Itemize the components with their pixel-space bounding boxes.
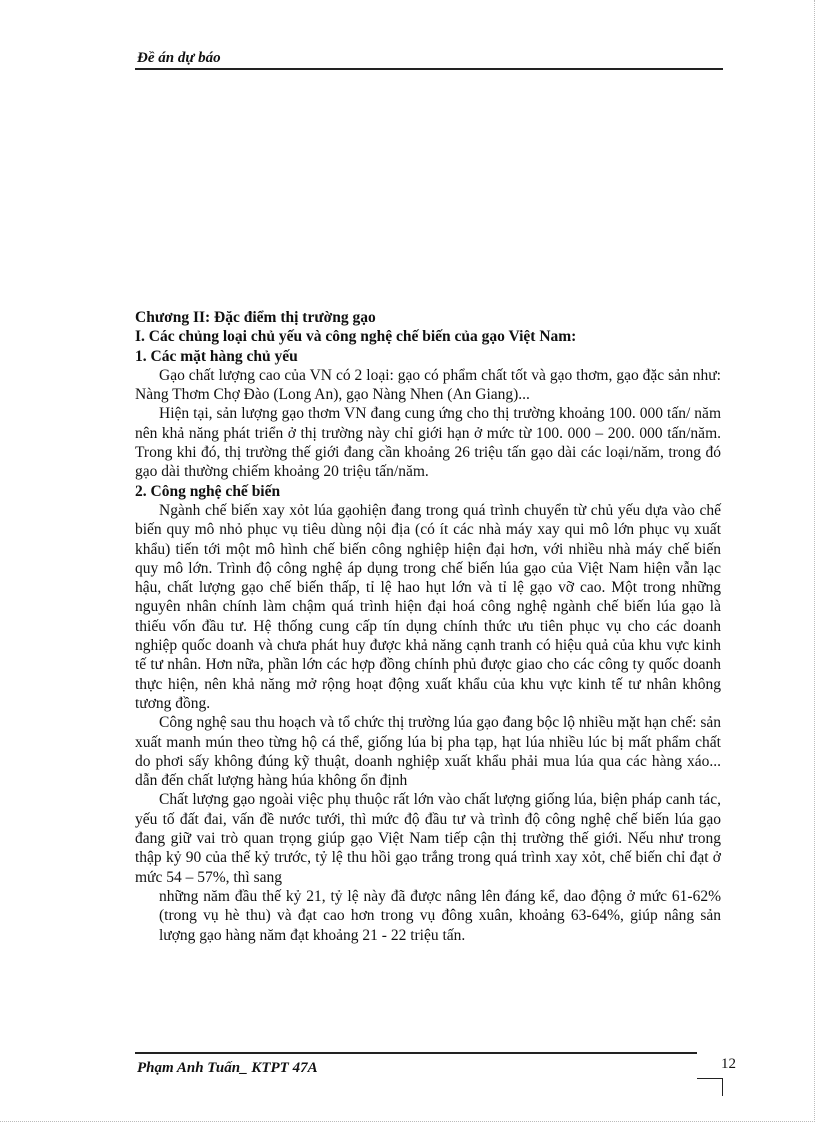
paragraph: Hiện tại, sản lượng gạo thơm VN đang cung ứng cho thị trường khoảng 100. 000 tấn/ năm nên khả năng phát triển ở thị trường này chỉ giới hạn ở mức từ 100. 000 – 200. 000 tấn/năm. Trong khi đó, thị trường thế giới đang cần khoảng 26 triệu tấn gạo dài các loại/năm, trong đó gạo dài thường chiếm khoảng 20 triệu tấn/năm. <box>135 405 721 481</box>
paragraph: Công nghệ sau thu hoạch và tổ chức thị trường lúa gạo đang bộc lộ nhiều mặt hạn chế: sản xuất manh mún theo từng hộ cá thể, giống lúa bị pha tạp, hạt lúa nhiều lúc bị mất phẩm chất do phơi sấy không đúng kỹ thuật, doanh nghiệp xuất khẩu phải mua lúa qua các hàng xáo... dẫn đến chất lượng hàng húa không ổn định <box>135 714 721 790</box>
footer-rule <box>135 1052 697 1054</box>
paragraph: Gạo chất lượng cao của VN có 2 loại: gạo có phẩm chất tốt và gạo thơm, gạo đặc sản như: Nàng Thơm Chợ Đào (Long An), gạo Nàng Nhen (An Giang)... <box>135 366 721 404</box>
subsection-heading-1: 1. Các mặt hàng chủ yếu <box>135 347 298 365</box>
header-title: Đề án dự báo <box>137 50 221 66</box>
footer-author: Phạm Anh Tuấn_ KTPT 47A <box>137 1060 318 1076</box>
page-number: 12 <box>721 1056 736 1072</box>
paragraph: Ngành chế biến xay xỏt lúa gạohiện đang trong quá trình chuyển từ chủ yếu dựa vào chế biến quy mô nhỏ phục vụ tiêu dùng nội địa (có ít các nhà máy xay qui mô lớn phục vụ xuất khẩu) tiến tới một mô hình chế biến công nghiệp hiện đại hơn, với nhiều nhà máy chế biến quy mô lớn. Trình độ công nghệ áp dụng trong chế biến lúa gạo của Việt Nam hiện vẫn lạc hậu, chất lượng gạo chế biến thấp, tỉ lệ hao hụt lớn và tỉ lệ gạo vỡ cao. Một trong những nguyên nhân chính làm chậm quá trình hiện đại hoá công nghệ ngành chế biến lúa gạo là thiếu vốn đầu tư. Hệ thống cung cấp tín dụng chính thức ưu tiên phục vụ cho các doanh nghiệp quốc doanh và chưa phát huy được khả năng cạnh tranh có hiệu quả của khu vực kinh tế tư nhân. Hơn nữa, phần lớn các hợp đồng chính phủ được giao cho các công ty quốc doanh thực hiện, nên khả năng mở rộng hoạt động xuất khẩu của khu vực kinh tế tư nhân không tương đồng. <box>135 501 721 712</box>
chapter-title: Chương II: Đặc điểm thị trường gạo <box>135 309 376 326</box>
paragraph: Chất lượng gạo ngoài việc phụ thuộc rất lớn vào chất lượng giống lúa, biện pháp canh tác, yếu tố đất đai, vấn đề nước tưới, thì mức độ đầu tư và trình độ công nghệ chế biến lúa gạo đang giữ vai trò quan trọng giúp gạo Việt Nam tiếp cận thị trường thế giới. Nếu như trong thập kỷ 90 của thế kỷ trước, tỷ lệ thu hồi gạo trắng trong quá trình xay xỏt, chế biến chỉ đạt ở mức 54 – 57%, thì sang <box>135 791 721 886</box>
paragraph: những năm đầu thế kỷ 21, tỷ lệ này đã được nâng lên đáng kể, dao động ở mức 61-62% (trong vụ hè thu) và đạt cao hơn trong vụ đông xuân, khoảng 63-64%, giúp nâng sản lượng gạo hàng năm đạt khoảng 21 - 22 triệu tấn. <box>159 887 721 944</box>
document-body <box>135 308 721 945</box>
page-number-rule <box>697 1078 723 1079</box>
subsection-heading-2: 2. Công nghệ chế biến <box>135 482 281 500</box>
section-heading: I. Các chủng loại chủ yếu và công nghệ chế biến của gạo Việt Nam: <box>135 328 577 346</box>
page-number-corner-line <box>722 1078 723 1096</box>
header-rule <box>135 68 723 70</box>
